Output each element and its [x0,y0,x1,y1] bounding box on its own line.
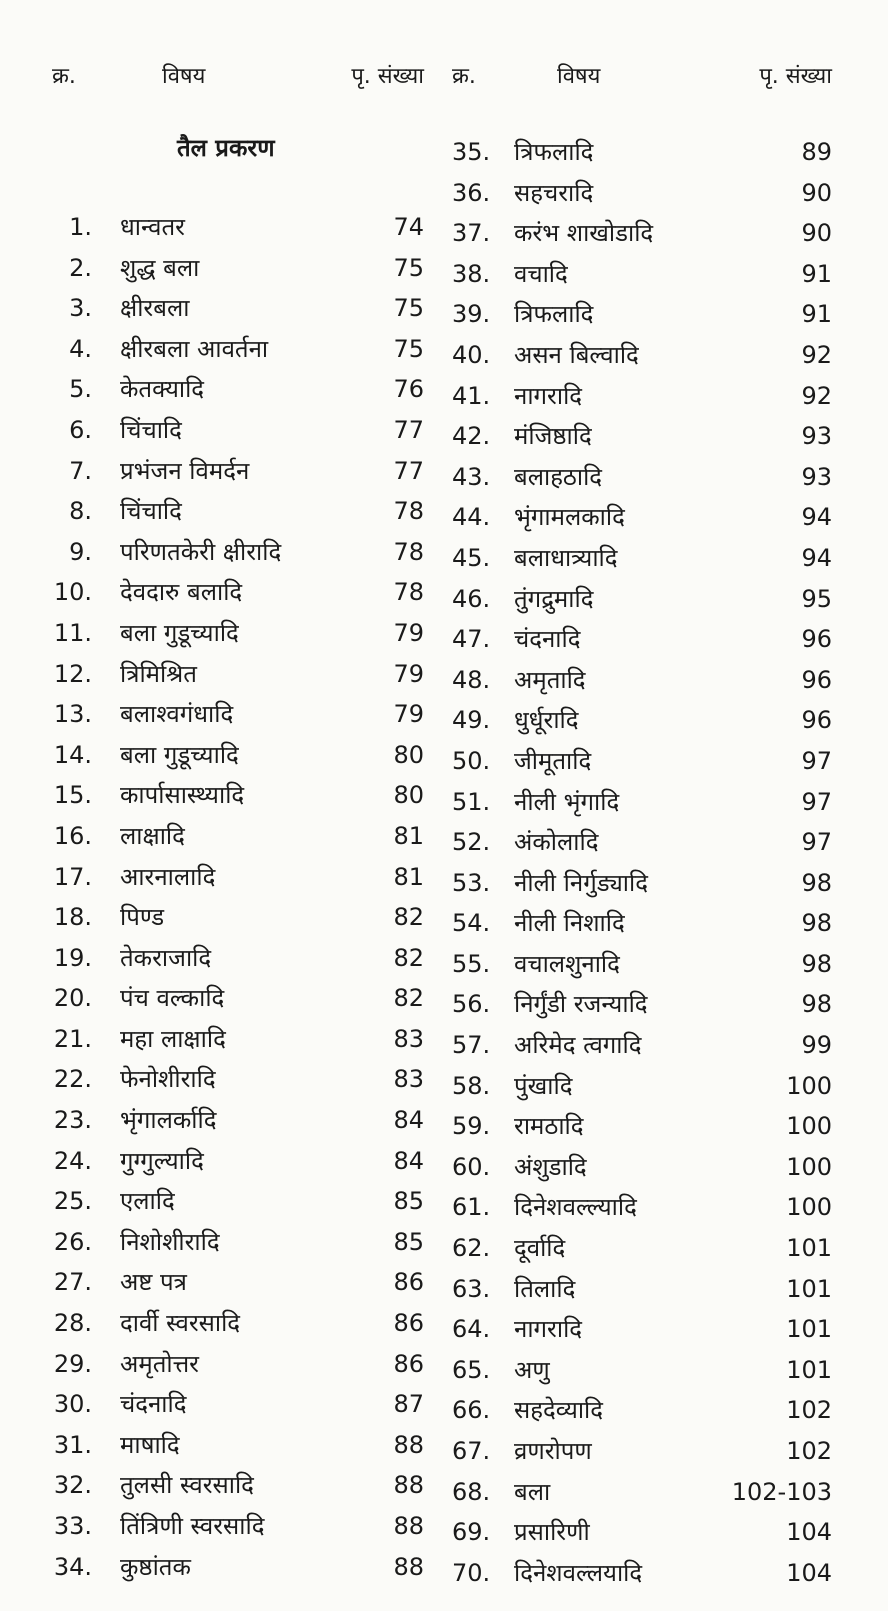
entry-subject: नागरादि [514,381,583,410]
index-entry [52,938,424,979]
header-page: पृ. संख्या [759,64,832,89]
entry-number: 37 . [452,213,508,254]
index-entry [452,1228,832,1269]
index-entry [52,369,424,410]
entry-subject: सहचरादि [514,178,594,207]
index-entry [452,1350,832,1391]
entry-page: 101 [786,1315,832,1344]
index-entry [52,451,424,492]
entry-page: 81 [393,821,424,850]
entry-number: 28 . [52,1303,92,1344]
entry-subject: व्रणरोपण [514,1437,592,1465]
left-header [52,62,424,92]
index-entry [452,213,832,254]
entry-subject: वचालशुनादि [514,949,620,978]
entry-subject: अष्ट पत्र [120,1268,187,1297]
entry-number: 43 . [452,457,508,498]
entry-subject: त्रिफलादि [514,138,594,166]
entry-page: 75 [393,334,424,363]
entry-number: 17 . [52,857,92,898]
index-entry [52,248,424,289]
entry-page: 75 [393,294,424,323]
index-entry [52,775,424,816]
entry-page: 80 [393,740,424,769]
entry-subject: अरिमेद त्वगादि [514,1031,642,1060]
index-entry [52,491,424,532]
entry-subject: आरनालादि [120,862,216,891]
entry-page: 85 [393,1227,424,1256]
entry-number: 52 . [452,822,508,863]
entry-page: 93 [801,422,832,451]
entry-number: 62 . [452,1228,508,1269]
entry-number: 54 . [452,903,508,944]
entry-page: 82 [393,984,424,1013]
index-entry [452,619,832,660]
entry-subject: निशोशीरादि [120,1227,220,1256]
entry-subject: दूर्वादि [514,1234,566,1263]
entry-page: 96 [801,625,832,654]
index-entry [452,944,832,985]
entry-page: 96 [801,706,832,735]
entry-page: 83 [393,1024,424,1053]
index-entry [452,1025,832,1066]
index-entry [52,532,424,573]
index-entry [52,1425,424,1466]
entry-number: 45 . [452,538,508,579]
entry-page: 78 [393,497,424,526]
index-entry [452,173,832,214]
entry-page: 79 [393,618,424,647]
entry-subject: दिनेशवल्ल्यादि [514,1193,637,1222]
entry-number: 8 . [52,491,92,532]
entry-page: 83 [393,1065,424,1094]
entry-page: 102 [786,1437,832,1465]
index-entry [52,1303,424,1344]
entry-page: 97 [801,828,832,857]
entry-page: 101 [786,1234,832,1263]
entry-page: 79 [393,700,424,729]
index-entry [52,897,424,938]
entry-number: 14 . [52,735,92,776]
entry-page: 78 [393,578,424,607]
entry-number: 30 . [52,1384,92,1425]
entry-subject: माषादि [120,1430,180,1459]
entry-subject: नीली भृंगादि [514,787,620,816]
entry-subject: प्रसारिणी [514,1518,590,1547]
entry-subject: निर्गुंडी रजन्यादि [514,990,648,1019]
entry-page: 98 [801,990,832,1019]
entry-number: 41 . [452,376,508,417]
entry-number: 46 . [452,579,508,620]
index-entry [52,694,424,735]
entry-number: 51 . [452,782,508,823]
entry-number: 35 . [452,132,508,173]
index-entry [52,1019,424,1060]
index-entry [52,978,424,1019]
entry-number: 9 . [52,532,92,573]
entry-number: 40 . [452,335,508,376]
entry-number: 59 . [452,1106,508,1147]
index-entry [452,741,832,782]
entry-number: 2 . [52,248,92,289]
entry-page: 99 [801,1031,832,1060]
entry-number: 66 . [452,1390,508,1431]
index-entry [452,416,832,457]
entry-subject: चंदनादि [120,1390,187,1419]
index-entry [452,1390,832,1431]
entry-number: 60 . [452,1147,508,1188]
entry-subject: बलाधात्र्यादि [514,543,618,572]
entry-number: 21 . [52,1019,92,1060]
entry-number: 49 . [452,700,508,741]
index-entry [452,1472,832,1513]
entry-number: 10 . [52,572,92,613]
index-entry [52,1059,424,1100]
entry-page: 97 [801,787,832,816]
entry-page: 100 [786,1193,832,1222]
entry-page: 102 [786,1396,832,1425]
index-entry [52,1141,424,1182]
entry-page: 92 [801,381,832,410]
index-entry [452,376,832,417]
entry-subject: शुद्ध बला [120,253,200,282]
index-entry [452,1553,832,1594]
entry-subject: अंकोलादि [514,828,599,857]
entry-subject: पुंखादि [514,1071,573,1100]
index-entry [52,1222,424,1263]
entry-number: 33 . [52,1506,92,1547]
entry-subject: महा लाक्षादि [120,1024,226,1053]
index-entry [452,1512,832,1553]
entry-subject: केतक्यादि [120,375,205,404]
entry-page: 100 [786,1112,832,1141]
entry-subject: क्षीरबला [120,294,190,323]
entry-number: 39 . [452,294,508,335]
entry-number: 61 . [452,1187,508,1228]
entry-number: 36 . [452,173,508,214]
entry-page: 100 [786,1071,832,1100]
index-entry [52,613,424,654]
entry-page: 77 [393,415,424,444]
index-entry [52,410,424,451]
entry-subject: कार्पासास्थ्यादि [120,781,245,810]
header-subject: विषय [557,64,601,89]
entry-number: 44 . [452,497,508,538]
index-entry [52,1506,424,1547]
entry-subject: कुष्ठांतक [120,1552,191,1581]
entry-number: 50 . [452,741,508,782]
entry-page: 85 [393,1187,424,1216]
entry-number: 15 . [52,775,92,816]
entry-subject: वचादि [514,259,568,288]
entry-page: 90 [801,178,832,207]
entry-subject: अमृतोत्तर [120,1349,199,1378]
entry-page: 79 [393,659,424,688]
index-entry [452,1066,832,1107]
entry-subject: नागरादि [514,1315,583,1344]
index-entry [52,329,424,370]
entry-number: 70 . [452,1553,508,1594]
entry-subject: बला गुडूच्यादि [120,740,239,769]
entry-subject: बला गुडूच्यादि [120,618,239,647]
index-entry [52,735,424,776]
entry-subject: देवदारु बलादि [120,578,243,607]
entry-subject: नीली निर्गुड्यादि [514,868,648,897]
entry-page: 104 [786,1518,832,1547]
entry-subject: क्षीरबला आवर्तना [120,334,269,363]
index-entry [452,1269,832,1310]
index-entry [452,1147,832,1188]
entry-number: 29 . [52,1344,92,1385]
entry-subject: चिंचादि [120,497,182,526]
entry-subject: बला [514,1477,551,1506]
right-entry-list [452,132,832,1593]
entry-number: 27 . [52,1262,92,1303]
entry-page: 78 [393,537,424,566]
entry-page: 89 [801,138,832,166]
entry-number: 19 . [52,938,92,979]
entry-number: 64 . [452,1309,508,1350]
index-entry [52,1547,424,1588]
entry-number: 18 . [52,897,92,938]
section-title: तैल प्रकरण [177,134,275,162]
entry-page: 82 [393,943,424,972]
entry-number: 26 . [52,1222,92,1263]
entry-number: 3 . [52,288,92,329]
entry-page: 75 [393,253,424,282]
entry-subject: पंच वल्कादि [120,984,225,1013]
entry-number: 23 . [52,1100,92,1141]
entry-number: 53 . [452,863,508,904]
entry-number: 38 . [452,254,508,295]
index-entry [52,816,424,857]
entry-subject: अणु [514,1355,550,1384]
entry-number: 25 . [52,1181,92,1222]
entry-page: 98 [801,868,832,897]
entry-page: 76 [393,375,424,404]
entry-number: 42 . [452,416,508,457]
index-entry [52,857,424,898]
index-entry [452,335,832,376]
index-entry [452,579,832,620]
index-entry [452,660,832,701]
index-entry [52,1181,424,1222]
entry-subject: करंभ शाखोडादि [514,219,654,248]
entry-number: 11 . [52,613,92,654]
index-entry [452,903,832,944]
entry-number: 55 . [452,944,508,985]
entry-subject: धुर्धूरादि [514,706,579,735]
entry-number: 22 . [52,1059,92,1100]
entry-page: 86 [393,1309,424,1338]
index-entry [452,1431,832,1472]
index-entry [452,1187,832,1228]
entry-subject: तेकराजादि [120,943,212,972]
entry-subject: दिनेशवल्लयादि [514,1558,643,1587]
index-entry [452,1309,832,1350]
entry-subject: रामठादि [514,1112,584,1141]
entry-subject: नीली निशादि [514,909,625,938]
entry-number: 56 . [452,984,508,1025]
index-entry [52,572,424,613]
entry-subject: धान्वतर [120,213,185,241]
entry-subject: त्रिमिश्रित [120,659,197,688]
entry-number: 47 . [452,619,508,660]
header-no: क्र. [452,64,476,89]
index-entry [452,294,832,335]
entry-page: 94 [801,503,832,532]
entry-subject: एलादि [120,1187,175,1216]
entry-subject: मंजिष्ठादि [514,422,592,451]
entry-subject: फेनोशीरादि [120,1065,216,1094]
entry-page: 90 [801,219,832,248]
entry-number: 32 . [52,1465,92,1506]
entry-number: 1 . [52,207,92,248]
entry-subject: दार्वी स्वरसादि [120,1309,241,1338]
index-entry [452,254,832,295]
entry-subject: जीमूतादि [514,746,592,775]
index-entry [452,700,832,741]
entry-page: 87 [393,1390,424,1419]
entry-number: 68 . [452,1472,508,1513]
entry-page: 100 [786,1152,832,1181]
entry-subject: बलाहठादि [514,462,603,491]
index-entry [52,1465,424,1506]
entry-number: 7 . [52,451,92,492]
entry-page: 104 [786,1558,832,1587]
entry-page: 95 [801,584,832,613]
entry-subject: लाक्षादि [120,821,185,850]
entry-number: 6 . [52,410,92,451]
index-entry [452,132,832,173]
header-page: पृ. संख्या [351,64,424,89]
entry-number: 20 . [52,978,92,1019]
entry-subject: तिलादि [514,1274,576,1303]
entry-page: 98 [801,909,832,938]
entry-number: 5 . [52,369,92,410]
entry-number: 58 . [452,1066,508,1107]
index-entry [452,1106,832,1147]
entry-subject: भृंगालर्कादि [120,1106,217,1135]
index-entry [452,457,832,498]
entry-subject: गुग्गुल्यादि [120,1146,204,1175]
entry-page: 74 [393,213,424,241]
index-entry [452,538,832,579]
entry-page: 77 [393,456,424,485]
entry-number: 24 . [52,1141,92,1182]
entry-subject: अंशुडादि [514,1152,587,1181]
entry-subject: चिंचादि [120,415,182,444]
header-subject: विषय [162,64,206,89]
entry-number: 69 . [452,1512,508,1553]
entry-subject: पिण्ड [120,903,165,932]
index-entry [52,1344,424,1385]
index-entry [52,1100,424,1141]
entry-number: 57 . [452,1025,508,1066]
entry-subject: सहदेव्यादि [514,1396,604,1425]
entry-page: 86 [393,1268,424,1297]
entry-page: 98 [801,949,832,978]
entry-page: 88 [393,1552,424,1581]
entry-page: 80 [393,781,424,810]
entry-page: 92 [801,340,832,369]
entry-page: 88 [393,1430,424,1459]
entry-page: 82 [393,903,424,932]
index-entry [452,782,832,823]
entry-number: 13 . [52,694,92,735]
entry-number: 34 . [52,1547,92,1588]
index-entry [452,497,832,538]
entry-page: 101 [786,1274,832,1303]
index-entry [452,822,832,863]
entry-subject: तुंगद्रुमादि [514,584,594,613]
entry-number: 12 . [52,654,92,695]
left-entry-list [52,207,424,1587]
entry-page: 91 [801,300,832,329]
index-entry [52,1262,424,1303]
entry-subject: तुलसी स्वरसादि [120,1471,254,1500]
entry-page: 86 [393,1349,424,1378]
entry-number: 67 . [452,1431,508,1472]
right-header [452,62,832,92]
entry-number: 65 . [452,1350,508,1391]
entry-page: 94 [801,543,832,572]
entry-subject: भृंगामलकादि [514,503,625,532]
entry-page: 93 [801,462,832,491]
entry-number: 48 . [452,660,508,701]
entry-subject: त्रिफलादि [514,300,594,329]
entry-subject: प्रभंजन विमर्दन [120,456,250,485]
entry-page: 97 [801,746,832,775]
index-entry [52,654,424,695]
entry-subject: तिंत्रिणी स्वरसादि [120,1512,265,1540]
entry-page: 102-103 [731,1477,832,1506]
entry-page: 101 [786,1355,832,1384]
entry-page: 81 [393,862,424,891]
entry-subject: असन बिल्वादि [514,340,639,369]
entry-page: 88 [393,1512,424,1540]
entry-subject: चंदनादि [514,625,581,654]
index-entry [452,984,832,1025]
header-no: क्र. [52,64,76,89]
index-entry [452,863,832,904]
entry-subject: अमृतादि [514,665,586,694]
entry-page: 84 [393,1106,424,1135]
entry-page: 91 [801,259,832,288]
entry-page: 96 [801,665,832,694]
entry-subject: परिणतकेरी क्षीरादि [120,537,282,566]
index-entry [52,1384,424,1425]
index-entry [52,207,424,248]
entry-page: 84 [393,1146,424,1175]
entry-number: 63 . [452,1269,508,1310]
entry-number: 31 . [52,1425,92,1466]
entry-page: 88 [393,1471,424,1500]
entry-number: 4 . [52,329,92,370]
entry-number: 16 . [52,816,92,857]
index-entry [52,288,424,329]
entry-subject: बलाश्वगंधादि [120,700,234,729]
